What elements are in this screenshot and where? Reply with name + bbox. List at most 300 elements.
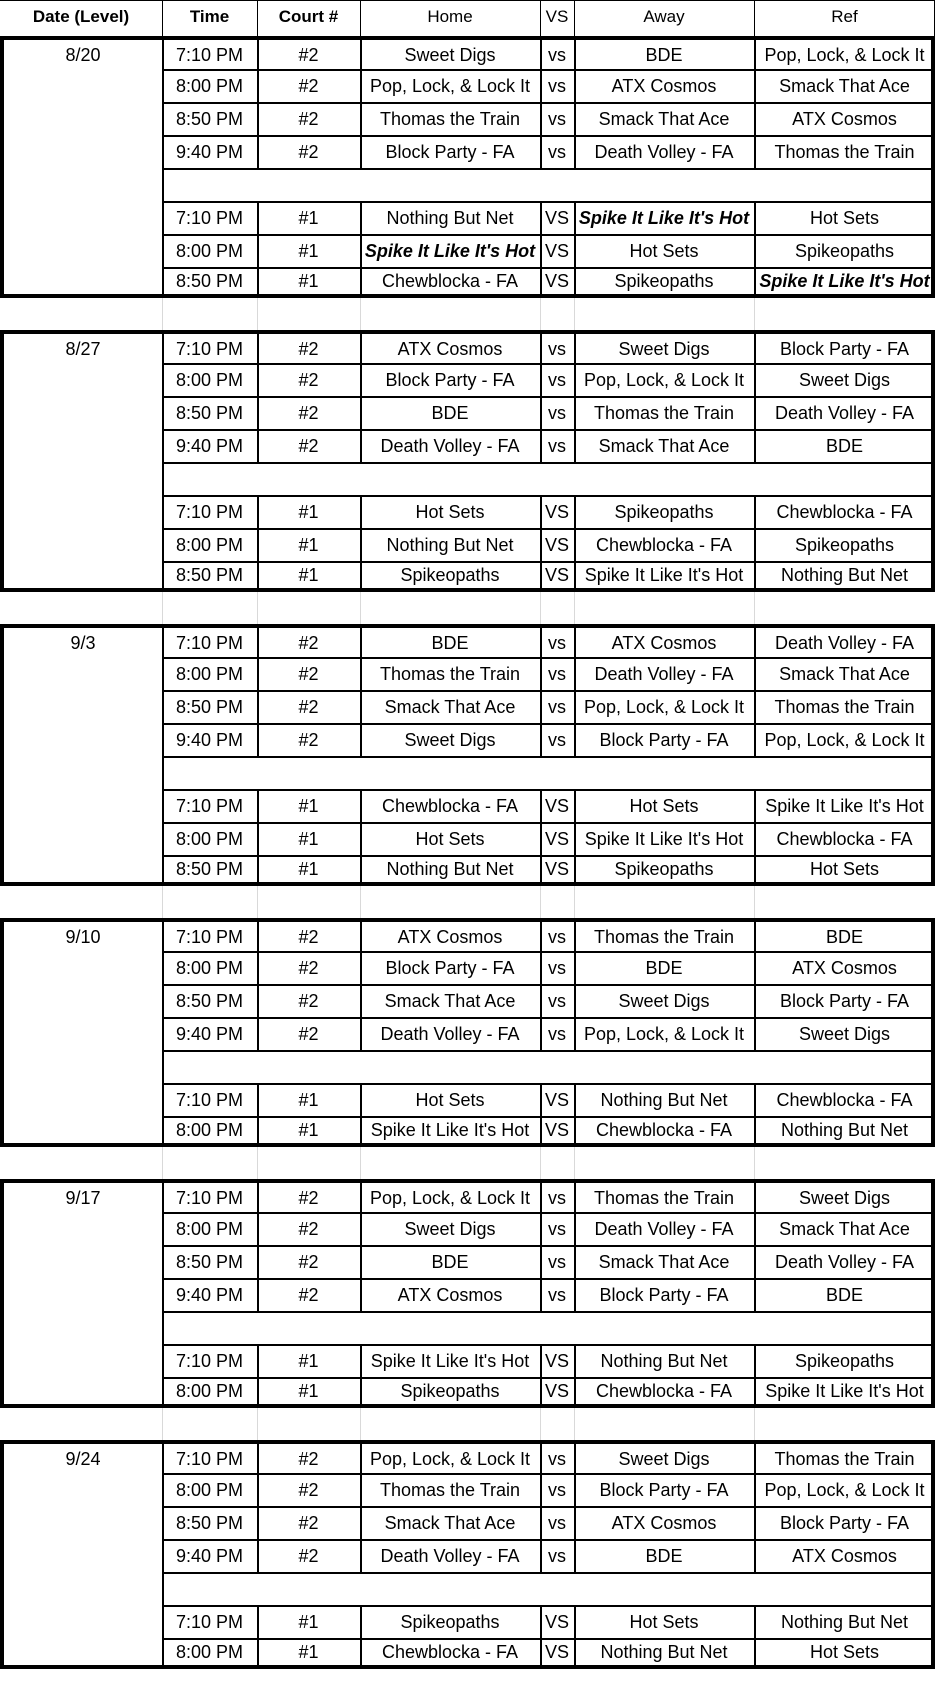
week-block-left-border — [0, 36, 4, 298]
game-home-cell: Spike It Like It's Hot — [370, 1351, 530, 1371]
column-divider — [574, 1117, 576, 1147]
game-vs-cell: VS — [544, 796, 569, 816]
game-home-cell: Pop, Lock, & Lock It — [369, 1448, 531, 1469]
column-divider — [162, 1213, 164, 1246]
column-divider — [162, 1345, 164, 1378]
column-divider — [754, 823, 756, 856]
game-away-cell: Block Party - FA — [599, 730, 729, 750]
game-time-cell: 8:50 PM — [175, 991, 244, 1011]
column-divider — [540, 952, 542, 985]
game-away-cell: Chewblocka - FA — [595, 1380, 733, 1401]
game-court-cell: #2 — [298, 76, 319, 96]
game-home-cell: Smack That Ace — [384, 991, 516, 1011]
column-divider — [540, 562, 542, 592]
game-ref-cell: Hot Sets — [809, 858, 880, 879]
column-divider — [360, 103, 362, 136]
column-divider — [754, 529, 756, 562]
game-home-cell: Smack That Ace — [384, 1513, 516, 1533]
column-divider — [574, 529, 576, 562]
column-divider — [540, 1507, 542, 1540]
row-separator — [162, 756, 935, 758]
game-ref-cell: Pop, Lock, & Lock It — [764, 730, 925, 750]
column-divider — [574, 952, 576, 985]
game-ref-cell: ATX Cosmos — [792, 1546, 897, 1566]
column-divider — [540, 624, 542, 658]
game-court-cell: #2 — [298, 1219, 319, 1239]
column-divider — [540, 70, 542, 103]
game-vs-cell: VS — [544, 1351, 569, 1371]
column-divider — [162, 103, 164, 136]
column-divider — [162, 624, 164, 658]
row-separator — [162, 1050, 935, 1052]
game-home-cell: Nothing But Net — [386, 858, 514, 879]
column-divider — [754, 1345, 756, 1378]
game-home-cell: Smack That Ace — [384, 697, 516, 717]
game-ref-cell: Sweet Digs — [798, 1187, 891, 1208]
column-divider — [360, 1179, 362, 1213]
game-home-cell: Hot Sets — [415, 1090, 485, 1110]
column-divider — [162, 790, 164, 823]
game-vs-cell: vs — [548, 697, 566, 717]
column-divider — [162, 823, 164, 856]
column-divider — [754, 364, 756, 397]
column-divider — [754, 985, 756, 1018]
game-ref-cell: Thomas the Train — [774, 1448, 915, 1469]
game-ref-cell: Pop, Lock, & Lock It — [764, 1480, 925, 1500]
game-vs-cell: VS — [544, 208, 569, 228]
column-divider — [540, 691, 542, 724]
week-date-label: 8/20 — [65, 44, 101, 65]
column-divider — [540, 823, 542, 856]
column-divider — [574, 1606, 576, 1639]
gap-gridline — [574, 1147, 575, 1179]
game-vs-cell: vs — [548, 109, 566, 129]
gap-gridline — [574, 592, 575, 624]
game-court-cell: #1 — [298, 208, 319, 228]
column-divider — [162, 463, 164, 496]
game-ref-cell: BDE — [825, 926, 863, 947]
column-divider — [360, 691, 362, 724]
column-divider — [162, 1474, 164, 1507]
game-away-cell: Spikeopaths — [614, 858, 714, 879]
game-time-cell: 8:00 PM — [175, 535, 244, 555]
column-divider — [574, 397, 576, 430]
column-divider — [257, 985, 259, 1018]
game-home-cell: ATX Cosmos — [397, 1285, 503, 1305]
game-away-cell: Smack That Ace — [598, 109, 730, 129]
column-divider — [540, 1279, 542, 1312]
column-divider — [257, 952, 259, 985]
column-divider — [540, 136, 542, 169]
game-time-cell: 7:10 PM — [175, 1351, 244, 1371]
column-divider — [162, 1639, 164, 1669]
column-divider — [360, 823, 362, 856]
column-divider — [574, 364, 576, 397]
column-divider — [257, 1474, 259, 1507]
game-away-cell: Hot Sets — [629, 1612, 699, 1632]
game-time-cell: 8:00 PM — [175, 664, 244, 684]
column-divider — [257, 1540, 259, 1573]
column-divider — [257, 1507, 259, 1540]
game-time-cell: 8:50 PM — [175, 697, 244, 717]
column-divider — [257, 724, 259, 757]
column-divider — [162, 136, 164, 169]
game-vs-cell: vs — [548, 44, 566, 65]
column-divider — [540, 1117, 542, 1147]
game-court-cell: #2 — [298, 370, 319, 390]
week-date-label: 9/24 — [65, 1448, 101, 1469]
column-divider — [162, 1440, 164, 1474]
column-divider — [754, 724, 756, 757]
game-court-cell: #2 — [298, 109, 319, 129]
column-divider — [162, 36, 164, 70]
row-separator — [162, 168, 935, 170]
game-time-cell: 7:10 PM — [175, 1448, 244, 1469]
game-vs-cell: vs — [548, 1252, 566, 1272]
game-ref-cell: Death Volley - FA — [774, 632, 915, 653]
column-divider — [754, 1540, 756, 1573]
game-home-cell: Sweet Digs — [404, 44, 496, 65]
game-time-cell: 7:10 PM — [175, 1187, 244, 1208]
gap-gridline — [360, 886, 361, 918]
game-home-cell: Death Volley - FA — [380, 436, 520, 456]
game-away-cell: Thomas the Train — [593, 1187, 735, 1208]
column-divider — [754, 1084, 756, 1117]
game-court-cell: #1 — [298, 241, 319, 261]
game-court-cell: #1 — [298, 829, 319, 849]
column-divider — [360, 1540, 362, 1573]
column-divider — [574, 103, 576, 136]
game-time-cell: 8:50 PM — [175, 1513, 244, 1533]
game-vs-cell: VS — [544, 829, 569, 849]
column-divider — [162, 235, 164, 268]
game-home-cell: Block Party - FA — [385, 370, 515, 390]
game-vs-cell: vs — [548, 1546, 566, 1566]
game-time-cell: 9:40 PM — [175, 1024, 244, 1044]
column-divider — [257, 103, 259, 136]
game-away-cell: Spikeopaths — [614, 502, 714, 522]
game-home-cell: ATX Cosmos — [397, 926, 503, 947]
game-time-cell: 8:00 PM — [175, 1480, 244, 1500]
column-divider — [754, 268, 756, 298]
game-court-cell: #1 — [298, 1612, 319, 1632]
game-ref-cell: Nothing But Net — [780, 564, 909, 585]
column-divider — [540, 1246, 542, 1279]
game-vs-cell: VS — [544, 535, 569, 555]
game-away-cell: Nothing But Net — [600, 1090, 728, 1110]
game-home-cell: Thomas the Train — [379, 109, 521, 129]
game-home-cell: Spike It Like It's Hot — [370, 1119, 530, 1140]
game-home-cell: Death Volley - FA — [380, 1024, 520, 1044]
game-vs-cell: vs — [548, 1480, 566, 1500]
game-court-cell: #1 — [298, 1380, 319, 1401]
column-divider — [574, 724, 576, 757]
header-column-divider — [257, 0, 258, 36]
column-divider — [360, 1018, 362, 1051]
column-divider — [360, 1378, 362, 1408]
column-divider — [754, 136, 756, 169]
gap-gridline — [540, 298, 541, 330]
game-vs-cell: vs — [548, 142, 566, 162]
column-divider — [574, 856, 576, 886]
game-home-cell: Chewblocka - FA — [381, 270, 519, 291]
game-time-cell: 8:50 PM — [175, 564, 244, 585]
column-divider — [162, 330, 164, 364]
column-divider — [574, 1084, 576, 1117]
game-home-cell: Thomas the Train — [379, 664, 521, 684]
game-away-cell: Sweet Digs — [618, 1448, 710, 1469]
game-vs-cell: vs — [548, 730, 566, 750]
gap-gridline — [360, 298, 361, 330]
game-away-cell: Sweet Digs — [618, 338, 710, 359]
game-time-cell: 8:00 PM — [175, 829, 244, 849]
column-divider — [540, 856, 542, 886]
game-court-cell: #1 — [298, 858, 319, 879]
game-time-cell: 8:50 PM — [175, 1252, 244, 1272]
column-divider — [574, 1378, 576, 1408]
column-divider — [360, 496, 362, 529]
column-divider — [574, 1246, 576, 1279]
game-court-cell: #2 — [298, 1187, 319, 1208]
game-court-cell: #2 — [298, 697, 319, 717]
game-vs-cell: vs — [548, 370, 566, 390]
column-divider — [257, 790, 259, 823]
column-divider — [360, 952, 362, 985]
game-time-cell: 8:00 PM — [175, 958, 244, 978]
column-divider — [754, 1279, 756, 1312]
game-court-cell: #2 — [298, 436, 319, 456]
column-divider — [360, 1474, 362, 1507]
game-court-cell: #2 — [298, 44, 319, 65]
column-divider — [574, 268, 576, 298]
game-time-cell: 9:40 PM — [175, 436, 244, 456]
column-divider — [754, 1639, 756, 1669]
game-home-cell: Sweet Digs — [404, 1219, 496, 1239]
row-separator — [162, 1572, 935, 1574]
column-divider — [257, 1084, 259, 1117]
header-top-border — [0, 0, 935, 1]
game-ref-cell: Block Party - FA — [779, 338, 910, 359]
column-divider — [754, 658, 756, 691]
column-divider — [754, 430, 756, 463]
game-court-cell: #2 — [298, 1513, 319, 1533]
column-divider — [574, 430, 576, 463]
game-time-cell: 8:50 PM — [175, 403, 244, 423]
game-time-cell: 7:10 PM — [175, 502, 244, 522]
game-ref-cell: Smack That Ace — [779, 664, 910, 684]
game-away-cell: BDE — [645, 958, 683, 978]
game-away-cell: Chewblocka - FA — [595, 535, 733, 555]
gap-gridline — [257, 592, 258, 624]
game-court-cell: #1 — [298, 1351, 319, 1371]
column-divider — [540, 430, 542, 463]
game-home-cell: Pop, Lock, & Lock It — [369, 1187, 531, 1208]
game-vs-cell: vs — [548, 338, 566, 359]
column-divider — [257, 1179, 259, 1213]
header-date: Date (Level) — [32, 7, 130, 26]
game-time-cell: 9:40 PM — [175, 1285, 244, 1305]
column-divider — [574, 1179, 576, 1213]
column-divider — [162, 1179, 164, 1213]
game-court-cell: #1 — [298, 564, 319, 585]
column-divider — [162, 1018, 164, 1051]
game-away-cell: Death Volley - FA — [594, 142, 734, 162]
game-time-cell: 8:50 PM — [175, 858, 244, 879]
column-divider — [360, 235, 362, 268]
column-divider — [162, 1084, 164, 1117]
game-away-cell: Block Party - FA — [599, 1285, 729, 1305]
week-block-left-border — [0, 330, 4, 592]
column-divider — [162, 724, 164, 757]
gap-gridline — [360, 592, 361, 624]
column-divider — [540, 36, 542, 70]
gap-gridline — [257, 1408, 258, 1440]
column-divider — [540, 918, 542, 952]
column-divider — [754, 790, 756, 823]
gap-gridline — [257, 1147, 258, 1179]
column-divider — [360, 1279, 362, 1312]
game-home-cell: ATX Cosmos — [397, 338, 503, 359]
game-court-cell: #2 — [298, 1285, 319, 1305]
column-divider — [162, 1279, 164, 1312]
column-divider — [574, 36, 576, 70]
game-home-cell: BDE — [431, 632, 469, 653]
header-vs: VS — [545, 7, 569, 26]
game-home-cell: Block Party - FA — [385, 958, 515, 978]
gap-gridline — [540, 592, 541, 624]
column-divider — [574, 1440, 576, 1474]
column-divider — [574, 823, 576, 856]
column-divider — [574, 790, 576, 823]
game-court-cell: #1 — [298, 535, 319, 555]
game-home-cell: Nothing But Net — [386, 208, 514, 228]
column-divider — [257, 1213, 259, 1246]
column-divider — [540, 364, 542, 397]
column-divider — [257, 397, 259, 430]
game-court-cell: #1 — [298, 502, 319, 522]
column-divider — [574, 1540, 576, 1573]
column-divider — [360, 1606, 362, 1639]
column-divider — [360, 136, 362, 169]
game-court-cell: #2 — [298, 1448, 319, 1469]
game-court-cell: #1 — [298, 1119, 319, 1140]
game-away-cell: Smack That Ace — [598, 436, 730, 456]
column-divider — [257, 36, 259, 70]
column-divider — [574, 918, 576, 952]
game-home-cell: Spikeopaths — [400, 1380, 500, 1401]
gap-gridline — [162, 886, 163, 918]
game-vs-cell: vs — [548, 1285, 566, 1305]
column-divider — [162, 169, 164, 202]
column-divider — [257, 856, 259, 886]
column-divider — [257, 658, 259, 691]
game-vs-cell: VS — [544, 564, 569, 585]
game-vs-cell: vs — [548, 958, 566, 978]
column-divider — [257, 562, 259, 592]
game-court-cell: #1 — [298, 1641, 319, 1662]
game-vs-cell: vs — [548, 1187, 566, 1208]
game-home-cell: Death Volley - FA — [380, 1546, 520, 1566]
game-court-cell: #2 — [298, 338, 319, 359]
gap-gridline — [162, 1147, 163, 1179]
column-divider — [540, 1084, 542, 1117]
column-divider — [257, 1606, 259, 1639]
game-vs-cell: vs — [548, 632, 566, 653]
game-away-cell: Hot Sets — [629, 241, 699, 261]
game-home-cell: Thomas the Train — [379, 1480, 521, 1500]
column-divider — [754, 1018, 756, 1051]
column-divider — [360, 1345, 362, 1378]
game-time-cell: 9:40 PM — [175, 142, 244, 162]
column-divider — [574, 136, 576, 169]
game-home-cell: Hot Sets — [415, 829, 485, 849]
column-divider — [162, 757, 164, 790]
column-divider — [540, 330, 542, 364]
game-away-cell: ATX Cosmos — [611, 1513, 717, 1533]
column-divider — [162, 1117, 164, 1147]
gap-gridline — [574, 886, 575, 918]
column-divider — [540, 496, 542, 529]
column-divider — [540, 268, 542, 298]
game-vs-cell: VS — [544, 270, 569, 291]
column-divider — [257, 1018, 259, 1051]
header-ref: Ref — [831, 7, 858, 26]
game-ref-cell: Spike It Like It's Hot — [765, 796, 924, 816]
column-divider — [360, 1117, 362, 1147]
game-court-cell: #2 — [298, 403, 319, 423]
game-time-cell: 8:50 PM — [175, 109, 244, 129]
game-time-cell: 8:00 PM — [175, 1219, 244, 1239]
game-court-cell: #1 — [298, 796, 319, 816]
column-divider — [162, 562, 164, 592]
game-court-cell: #1 — [298, 1090, 319, 1110]
column-divider — [360, 624, 362, 658]
column-divider — [754, 562, 756, 592]
column-divider — [257, 823, 259, 856]
column-divider — [257, 268, 259, 298]
game-away-cell: Death Volley - FA — [594, 664, 734, 684]
column-divider — [162, 1507, 164, 1540]
game-home-cell: Spike It Like It's Hot — [364, 241, 536, 261]
column-divider — [360, 202, 362, 235]
column-divider — [162, 1573, 164, 1606]
row-separator — [162, 462, 935, 464]
column-divider — [360, 1440, 362, 1474]
column-divider — [257, 1440, 259, 1474]
column-divider — [162, 1051, 164, 1084]
column-divider — [540, 202, 542, 235]
game-ref-cell: Hot Sets — [809, 1641, 880, 1662]
column-divider — [540, 1606, 542, 1639]
game-ref-cell: Spikeopaths — [794, 241, 895, 261]
gap-gridline — [574, 298, 575, 330]
column-divider — [574, 1639, 576, 1669]
column-divider — [162, 856, 164, 886]
column-divider — [162, 268, 164, 298]
column-divider — [360, 918, 362, 952]
column-divider — [360, 1639, 362, 1669]
column-divider — [540, 724, 542, 757]
column-divider — [754, 1440, 756, 1474]
column-divider — [754, 1474, 756, 1507]
gap-gridline — [574, 1408, 575, 1440]
week-block-left-border — [0, 918, 4, 1147]
game-vs-cell: VS — [544, 1380, 569, 1401]
game-away-cell: BDE — [645, 1546, 683, 1566]
game-court-cell: #2 — [298, 632, 319, 653]
column-divider — [754, 918, 756, 952]
column-divider — [574, 235, 576, 268]
